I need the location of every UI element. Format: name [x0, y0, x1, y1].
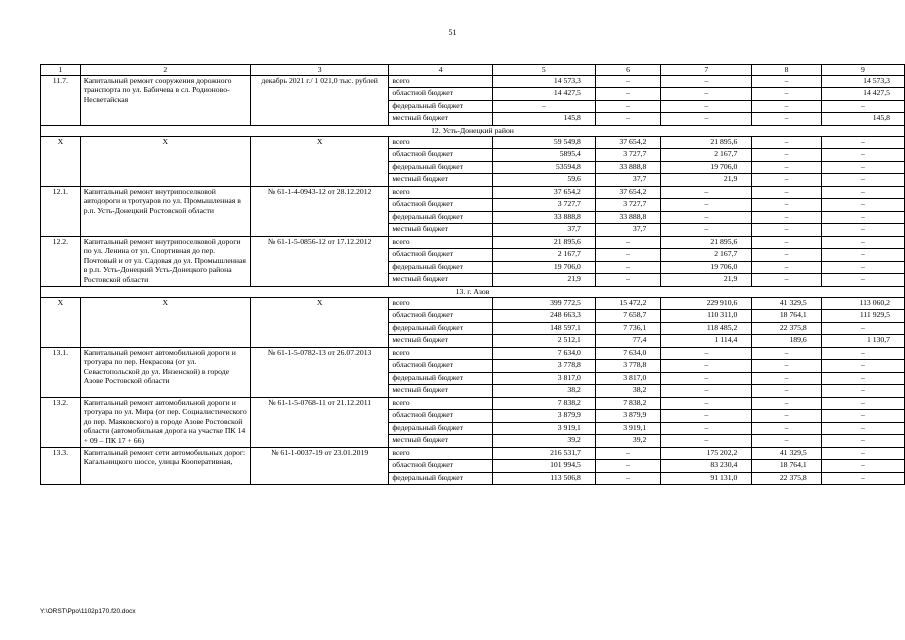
budget-type: всего: [389, 447, 493, 460]
amount-c6: 3 727,7: [595, 199, 660, 212]
header-cell: 8: [752, 65, 821, 76]
item-document: № 61-1-5-0768-11 от 21.12.2011: [250, 397, 388, 447]
amount-c8: 22 375,8: [752, 322, 821, 335]
item-document: № 61-1-0037-19 от 23.01.2019: [250, 447, 388, 485]
amount-c5: 59 549,8: [492, 136, 595, 149]
amount-c7: –: [661, 372, 752, 385]
amount-c6: –: [595, 447, 660, 460]
table-row: [41, 397, 905, 410]
amount-c8: –: [752, 347, 821, 360]
amount-c8: –: [752, 113, 821, 126]
budget-type: федеральный бюджет: [389, 472, 493, 485]
amount-c5: 5895,4: [492, 149, 595, 162]
budget-type: областной бюджет: [389, 149, 493, 162]
table-row: [41, 297, 905, 310]
amount-c8: –: [752, 397, 821, 410]
amount-c5: 3 817,0: [492, 372, 595, 385]
amount-c8: –: [752, 261, 821, 274]
amount-c7: –: [661, 224, 752, 237]
amount-c5: 3 727,7: [492, 199, 595, 212]
amount-c7: –: [661, 211, 752, 224]
item-document: Х: [250, 297, 388, 347]
amount-c6: –: [595, 236, 660, 249]
amount-c9: –: [821, 274, 904, 287]
amount-c9: –: [821, 385, 904, 398]
table-row: [41, 136, 905, 149]
amount-c5: 248 663,3: [492, 310, 595, 323]
budget-type: местный бюджет: [389, 113, 493, 126]
table-body: [41, 65, 905, 485]
amount-c7: –: [661, 100, 752, 113]
header-cell: 1: [41, 65, 81, 76]
amount-c6: –: [595, 113, 660, 126]
section-header-row: [41, 125, 905, 136]
amount-c8: –: [752, 88, 821, 101]
amount-c7: –: [661, 360, 752, 373]
amount-c6: 37 654,2: [595, 186, 660, 199]
amount-c8: –: [752, 149, 821, 162]
item-document: декабрь 2021 г./ 1 021,0 тыс. рублей: [250, 75, 388, 125]
amount-c5: 3 778,8: [492, 360, 595, 373]
amount-c8: –: [752, 410, 821, 423]
amount-c6: –: [595, 274, 660, 287]
amount-c9: 113 060,2: [821, 297, 904, 310]
amount-c9: –: [821, 236, 904, 249]
budget-type: федеральный бюджет: [389, 322, 493, 335]
amount-c9: –: [821, 460, 904, 473]
amount-c5: 7 838,2: [492, 397, 595, 410]
amount-c7: 19 706,0: [661, 261, 752, 274]
item-number: 12.2.: [41, 236, 81, 286]
amount-c8: –: [752, 224, 821, 237]
amount-c9: 14 427,5: [821, 88, 904, 101]
amount-c5: 399 772,5: [492, 297, 595, 310]
amount-c8: 41 329,5: [752, 297, 821, 310]
budget-type: всего: [389, 186, 493, 199]
amount-c9: 14 573,3: [821, 75, 904, 88]
amount-c5: 3 879,9: [492, 410, 595, 423]
amount-c7: 21,9: [661, 174, 752, 187]
amount-c9: –: [821, 447, 904, 460]
amount-c9: –: [821, 249, 904, 262]
amount-c9: –: [821, 347, 904, 360]
amount-c7: –: [661, 410, 752, 423]
amount-c9: –: [821, 472, 904, 485]
amount-c8: –: [752, 236, 821, 249]
budget-type: областной бюджет: [389, 249, 493, 262]
budget-type: всего: [389, 297, 493, 310]
amount-c5: 101 994,5: [492, 460, 595, 473]
amount-c8: 18 764,1: [752, 460, 821, 473]
amount-c8: –: [752, 249, 821, 262]
budget-type: федеральный бюджет: [389, 100, 493, 113]
amount-c9: –: [821, 149, 904, 162]
amount-c5: 14 573,3: [492, 75, 595, 88]
amount-c5: 2 167,7: [492, 249, 595, 262]
amount-c6: –: [595, 460, 660, 473]
amount-c9: –: [821, 136, 904, 149]
amount-c5: 7 634,0: [492, 347, 595, 360]
amount-c8: –: [752, 372, 821, 385]
amount-c7: 21 895,6: [661, 236, 752, 249]
table-row: [41, 186, 905, 199]
amount-c9: 111 929,5: [821, 310, 904, 323]
amount-c5: 38,2: [492, 385, 595, 398]
amount-c7: 229 910,6: [661, 297, 752, 310]
amount-c7: –: [661, 88, 752, 101]
item-number: 13.2.: [41, 397, 81, 447]
amount-c5: 21 895,6: [492, 236, 595, 249]
section-title: 13. г. Азов: [41, 286, 905, 297]
amount-c9: –: [821, 435, 904, 448]
amount-c7: –: [661, 113, 752, 126]
amount-c7: 2 167,7: [661, 249, 752, 262]
section-header-row: [41, 286, 905, 297]
amount-c6: 3 817,0: [595, 372, 660, 385]
amount-c9: –: [821, 372, 904, 385]
amount-c6: 33 888,8: [595, 161, 660, 174]
amount-c9: –: [821, 211, 904, 224]
amount-c5: 3 919,1: [492, 422, 595, 435]
amount-c6: 15 472,2: [595, 297, 660, 310]
amount-c9: 145,8: [821, 113, 904, 126]
item-number: 11.7.: [41, 75, 81, 125]
amount-c9: –: [821, 410, 904, 423]
amount-c5: 37 654,2: [492, 186, 595, 199]
amount-c8: –: [752, 100, 821, 113]
amount-c6: 3 919,1: [595, 422, 660, 435]
amount-c9: –: [821, 397, 904, 410]
footer-file-path: Y:\ORST\Ppo\1102p170.f20.docx: [40, 608, 136, 615]
budget-type: местный бюджет: [389, 435, 493, 448]
amount-c6: –: [595, 261, 660, 274]
amount-c6: –: [595, 88, 660, 101]
item-name: Капитальный ремонт автомобильной дороги и тротуара по пер. Некрасова (от ул. Севастопольской до ул. Инзенской) в городе Азове Ростовской области: [80, 347, 250, 397]
table-row: [41, 236, 905, 249]
budget-type: областной бюджет: [389, 460, 493, 473]
amount-c7: 83 230,4: [661, 460, 752, 473]
amount-c5: –: [492, 100, 595, 113]
budget-type: всего: [389, 136, 493, 149]
budget-type: всего: [389, 397, 493, 410]
amount-c8: –: [752, 186, 821, 199]
amount-c8: 18 764,1: [752, 310, 821, 323]
amount-c7: 118 485,2: [661, 322, 752, 335]
amount-c6: 37,7: [595, 174, 660, 187]
budget-type: всего: [389, 75, 493, 88]
amount-c5: 37,7: [492, 224, 595, 237]
amount-c7: –: [661, 75, 752, 88]
amount-c5: 21,9: [492, 274, 595, 287]
amount-c7: 21,9: [661, 274, 752, 287]
section-title: 12. Усть-Донецкий район: [41, 125, 905, 136]
amount-c9: 1 130,7: [821, 335, 904, 348]
item-name: Капитальный ремонт автомобильной дороги и тротуара по ул. Мира (от пер. Социалистического до пер. Маяковского) в городе Азове Ростовской области (автомобильная дорога на участке ПК 14 + 09 – ПК 17 + 66): [80, 397, 250, 447]
amount-c9: –: [821, 322, 904, 335]
amount-c9: –: [821, 199, 904, 212]
amount-c8: –: [752, 385, 821, 398]
budget-type: местный бюджет: [389, 274, 493, 287]
amount-c6: 3 778,8: [595, 360, 660, 373]
amount-c6: 77,4: [595, 335, 660, 348]
amount-c8: –: [752, 274, 821, 287]
amount-c7: –: [661, 385, 752, 398]
budget-type: областной бюджет: [389, 310, 493, 323]
amount-c6: –: [595, 472, 660, 485]
item-number: 13.3.: [41, 447, 81, 485]
amount-c7: 110 311,0: [661, 310, 752, 323]
amount-c7: 19 706,0: [661, 161, 752, 174]
item-document: № 61-1-5-0856-12 от 17.12.2012: [250, 236, 388, 286]
amount-c9: –: [821, 360, 904, 373]
amount-c7: 1 114,4: [661, 335, 752, 348]
amount-c7: –: [661, 435, 752, 448]
amount-c8: –: [752, 435, 821, 448]
amount-c9: –: [821, 100, 904, 113]
budget-type: местный бюджет: [389, 335, 493, 348]
amount-c5: 216 531,7: [492, 447, 595, 460]
funding-table: [40, 64, 905, 485]
amount-c5: 148 597,1: [492, 322, 595, 335]
item-number: Х: [41, 136, 81, 186]
amount-c7: –: [661, 397, 752, 410]
item-name: Капитальный ремонт сети автомобильных дорог: Кагальницкого шоссе, улицы Кооперативная,: [80, 447, 250, 485]
amount-c6: 37 654,2: [595, 136, 660, 149]
budget-type: федеральный бюджет: [389, 372, 493, 385]
amount-c6: 7 658,7: [595, 310, 660, 323]
amount-c7: –: [661, 199, 752, 212]
budget-type: федеральный бюджет: [389, 161, 493, 174]
item-name: Капитальный ремонт сооружения дорожного транспорта по ул. Бабичева в сл. Родионово-Несветайская: [80, 75, 250, 125]
item-name: Капитальный ремонт внутрипоселковой автодороги и тротуаров по ул. Промышленная в р.п. Усть-Донецкий Ростовской области: [80, 186, 250, 236]
amount-c7: 2 167,7: [661, 149, 752, 162]
item-name: Капитальный ремонт внутрипоселковой дороги по ул. Ленина от ул. Спортивная до пер. Почтовый и от ул. Садовая до ул. Промышленная в р.п. Усть-Донецкий Усть-Донецкого района Ростовской области: [80, 236, 250, 286]
budget-type: местный бюджет: [389, 174, 493, 187]
budget-type: областной бюджет: [389, 410, 493, 423]
amount-c5: 2 512,1: [492, 335, 595, 348]
amount-c6: 38,2: [595, 385, 660, 398]
item-document: № 61-1-4-0943-12 от 28.12.2012: [250, 186, 388, 236]
amount-c5: 145,8: [492, 113, 595, 126]
amount-c6: 37,7: [595, 224, 660, 237]
header-cell: 6: [595, 65, 660, 76]
amount-c5: 19 706,0: [492, 261, 595, 274]
header-cell: 4: [389, 65, 493, 76]
item-number: 12.1.: [41, 186, 81, 236]
amount-c8: –: [752, 174, 821, 187]
amount-c6: 33 888,8: [595, 211, 660, 224]
amount-c8: –: [752, 422, 821, 435]
budget-type: федеральный бюджет: [389, 261, 493, 274]
amount-c9: –: [821, 186, 904, 199]
budget-type: областной бюджет: [389, 199, 493, 212]
amount-c7: –: [661, 347, 752, 360]
item-document: Х: [250, 136, 388, 186]
budget-type: областной бюджет: [389, 360, 493, 373]
amount-c8: –: [752, 161, 821, 174]
amount-c8: –: [752, 211, 821, 224]
amount-c7: –: [661, 186, 752, 199]
page-number: 51: [448, 28, 457, 37]
column-number-header: [41, 65, 905, 76]
amount-c7: 21 895,6: [661, 136, 752, 149]
amount-c5: 59,6: [492, 174, 595, 187]
amount-c6: 7 736,1: [595, 322, 660, 335]
item-number: 13.1.: [41, 347, 81, 397]
amount-c9: –: [821, 422, 904, 435]
budget-type: местный бюджет: [389, 224, 493, 237]
amount-c6: 39,2: [595, 435, 660, 448]
amount-c9: –: [821, 174, 904, 187]
amount-c9: –: [821, 161, 904, 174]
amount-c6: –: [595, 249, 660, 262]
amount-c6: 7 634,0: [595, 347, 660, 360]
budget-type: всего: [389, 347, 493, 360]
budget-type: всего: [389, 236, 493, 249]
amount-c5: 39,2: [492, 435, 595, 448]
header-cell: 2: [80, 65, 250, 76]
amount-c6: 3 727,7: [595, 149, 660, 162]
amount-c6: –: [595, 100, 660, 113]
amount-c6: 7 838,2: [595, 397, 660, 410]
budget-type: федеральный бюджет: [389, 422, 493, 435]
budget-type: федеральный бюджет: [389, 211, 493, 224]
amount-c9: –: [821, 224, 904, 237]
budget-type: местный бюджет: [389, 385, 493, 398]
amount-c7: 175 202,2: [661, 447, 752, 460]
header-cell: 7: [661, 65, 752, 76]
amount-c9: –: [821, 261, 904, 274]
table-row: [41, 447, 905, 460]
amount-c6: –: [595, 75, 660, 88]
amount-c6: 3 879,9: [595, 410, 660, 423]
amount-c8: –: [752, 360, 821, 373]
item-name: Х: [80, 136, 250, 186]
amount-c8: –: [752, 75, 821, 88]
amount-c8: 41 329,5: [752, 447, 821, 460]
amount-c8: –: [752, 136, 821, 149]
table-row: [41, 75, 905, 88]
amount-c5: 14 427,5: [492, 88, 595, 101]
amount-c5: 53594,8: [492, 161, 595, 174]
amount-c5: 33 888,8: [492, 211, 595, 224]
header-cell: 5: [492, 65, 595, 76]
item-document: № 61-1-5-0782-13 от 26.07.2013: [250, 347, 388, 397]
header-cell: 3: [250, 65, 388, 76]
amount-c8: 189,6: [752, 335, 821, 348]
budget-type: областной бюджет: [389, 88, 493, 101]
amount-c8: 22 375,8: [752, 472, 821, 485]
amount-c7: 91 131,0: [661, 472, 752, 485]
amount-c5: 113 506,8: [492, 472, 595, 485]
amount-c8: –: [752, 199, 821, 212]
item-number: Х: [41, 297, 81, 347]
header-cell: 9: [821, 65, 904, 76]
item-name: Х: [80, 297, 250, 347]
table-row: [41, 347, 905, 360]
amount-c7: –: [661, 422, 752, 435]
